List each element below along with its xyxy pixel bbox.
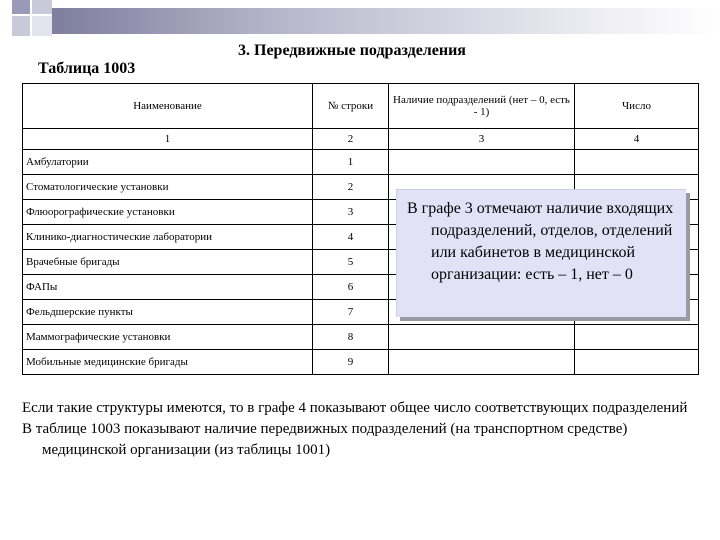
callout-note [396,189,686,317]
note-paragraph: Если такие структуры имеются, то в графе 4 показывают общее число соответствующих подразделений [22,400,688,416]
table-row [23,325,699,350]
row-availability-cell [389,350,575,375]
row-count-cell [575,350,699,375]
row-line-number: 2 [313,175,389,200]
row-name: Маммографические установки [23,325,313,350]
row-count-cell [575,325,699,350]
page-title: 3. Передвижные подразделения [238,42,466,59]
table-row [23,150,699,175]
row-name: Фельдшерские пункты [23,300,313,325]
row-line-number: 7 [313,300,389,325]
column-number: 1 [23,129,313,150]
row-name: Флюорографические установки [23,200,313,225]
callout-text: В графе 3 отмечают наличие входящих подразделений, отделов, отделений или кабинетов в медицинской организации: есть – 1, нет – 0 [407,200,674,283]
note-paragraph: В таблице 1003 показывают наличие передвижных подразделений (на транспортном средстве) медицинской организации (из таблицы 1001) [22,421,628,458]
table-label: Таблица 1003 [38,60,136,77]
header-count: Число [575,84,699,129]
row-line-number: 9 [313,350,389,375]
row-name: Стоматологические установки [23,175,313,200]
row-availability-cell [389,150,575,175]
column-number: 4 [575,129,699,150]
row-name: Амбулатории [23,150,313,175]
header-gradient-bar [52,8,720,34]
header-line-number: № строки [313,84,389,129]
row-line-number: 6 [313,275,389,300]
decor-square-4 [32,16,52,36]
notes [22,398,708,461]
row-line-number: 8 [313,325,389,350]
row-name: Клинико-диагностические лаборатории [23,225,313,250]
header-row [23,84,699,129]
row-count-cell [575,150,699,175]
row-name: ФАПы [23,275,313,300]
row-availability-cell [389,325,575,350]
row-line-number: 4 [313,225,389,250]
row-line-number: 1 [313,150,389,175]
column-number: 3 [389,129,575,150]
header-name: Наименование [23,84,313,129]
row-name: Врачебные бригады [23,250,313,275]
table-row [23,350,699,375]
decor-square-3 [12,16,30,36]
decor-square-1 [12,0,30,14]
row-line-number: 5 [313,250,389,275]
column-number-row [23,129,699,150]
row-line-number: 3 [313,200,389,225]
decor-square-2 [32,0,52,14]
row-name: Мобильные медицинские бригады [23,350,313,375]
column-number: 2 [313,129,389,150]
header-availability: Наличие подразделений (нет – 0, есть - 1) [389,84,575,129]
